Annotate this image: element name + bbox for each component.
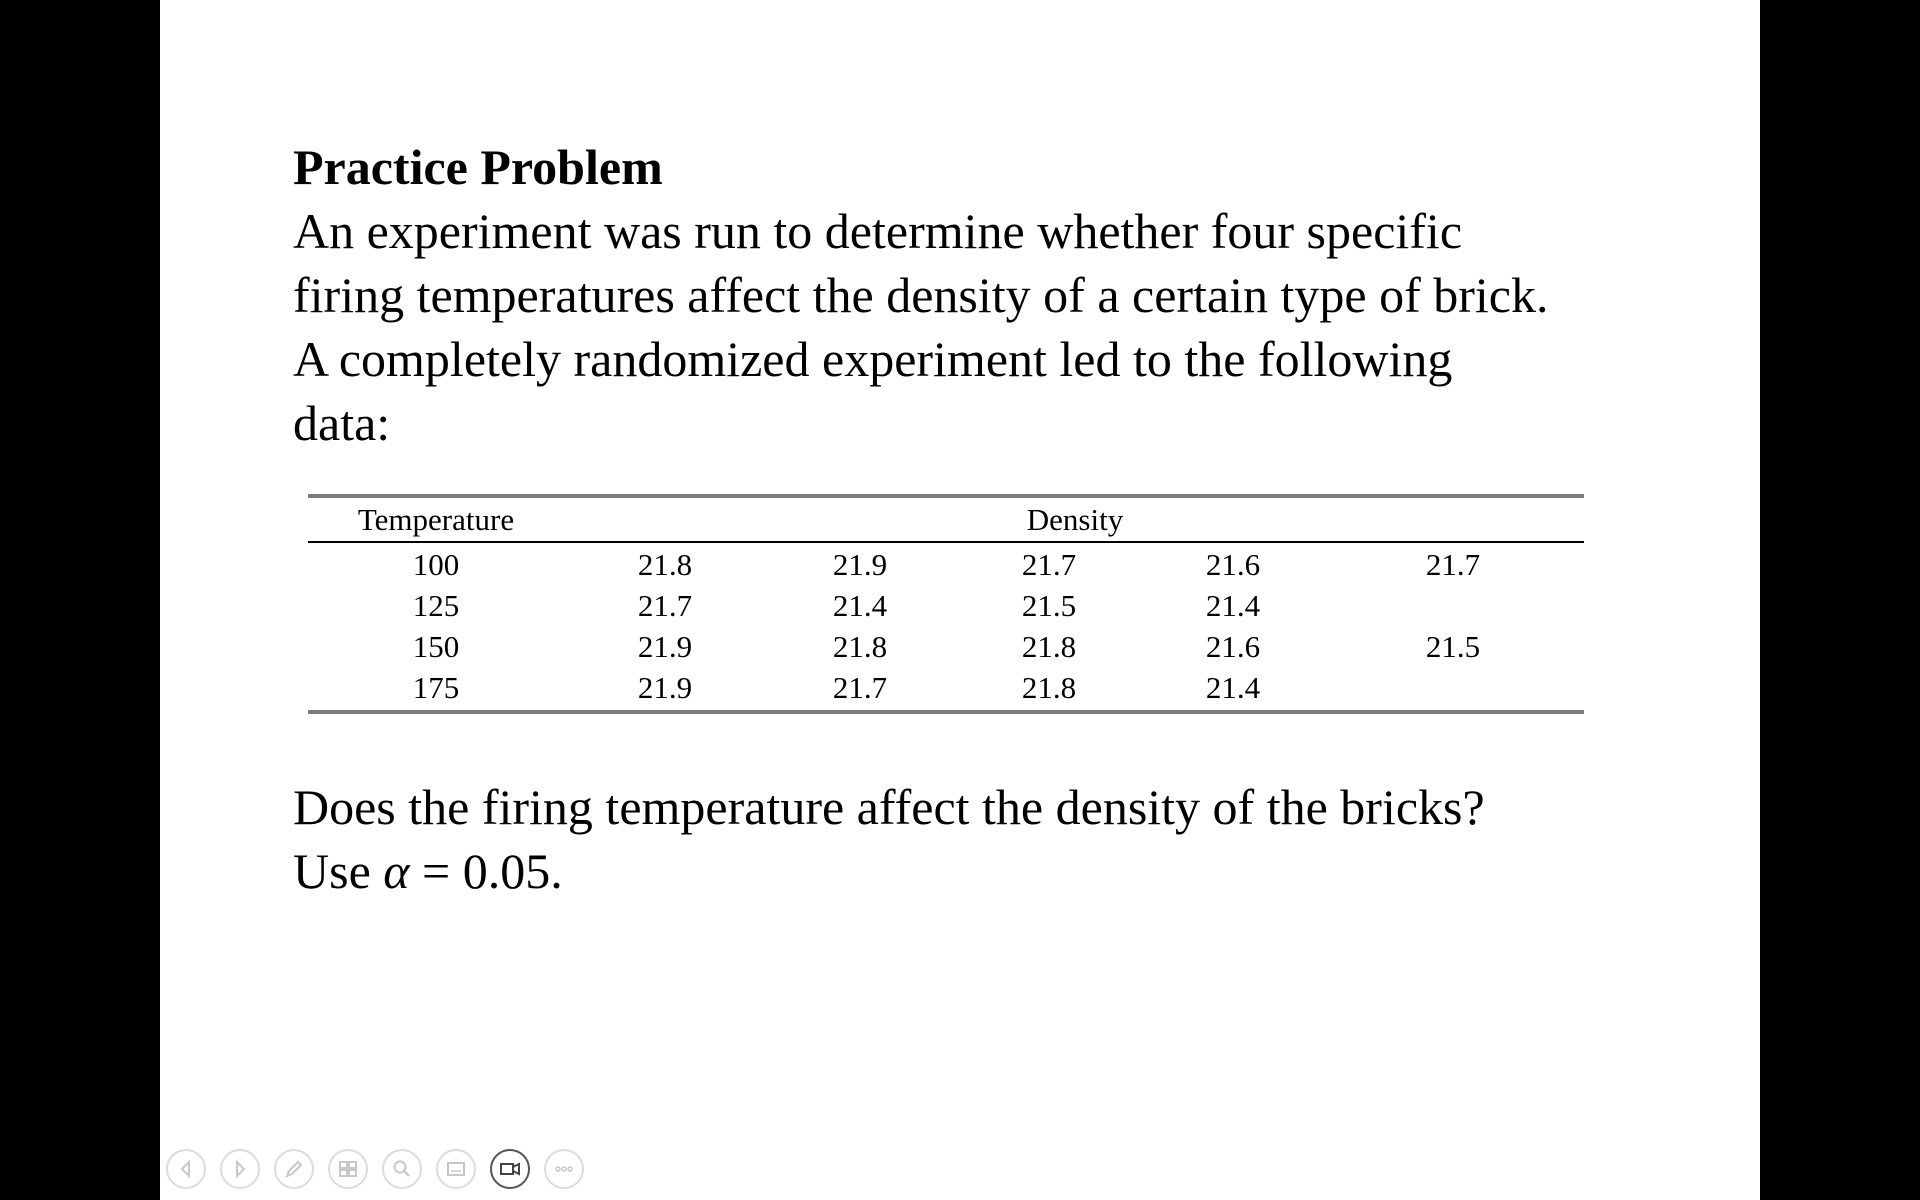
table-cell: 21.4	[1205, 588, 1261, 623]
subtitles-button[interactable]	[436, 1149, 476, 1189]
table-cell: 21.5	[1021, 588, 1077, 623]
pen-icon	[282, 1157, 306, 1181]
table-cell: 21.4	[832, 588, 888, 623]
more-options-icon	[552, 1157, 576, 1181]
problem-line: An experiment was run to determine whether four specific	[293, 203, 1463, 259]
slide-title: Practice Problem	[293, 139, 663, 195]
header-density: Density	[1026, 502, 1124, 537]
problem-line: firing temperatures affect the density of a certain type of brick.	[293, 267, 1549, 323]
density-table	[308, 494, 1584, 714]
zoom-button[interactable]	[382, 1149, 422, 1189]
table-cell: 21.7	[1021, 547, 1077, 582]
table-cell: 21.4	[1205, 670, 1261, 705]
question-use: Use	[293, 843, 384, 899]
table-bottom-rule	[308, 710, 1584, 714]
camera-button[interactable]	[490, 1149, 530, 1189]
slideshow-controls	[166, 1149, 584, 1189]
question-alpha-line	[293, 839, 1485, 903]
table-cell: 21.7	[832, 670, 888, 705]
table-cell: 21.5	[1425, 629, 1481, 664]
table-cell: 21.9	[637, 629, 693, 664]
question-line: Does the firing temperature affect the density of the bricks?	[293, 779, 1485, 835]
table-top-rule	[308, 494, 1584, 498]
problem-statement	[293, 199, 1753, 455]
table-cell: 21.9	[832, 547, 888, 582]
see-all-slides-button[interactable]	[328, 1149, 368, 1189]
table-cell: 21.7	[637, 588, 693, 623]
alpha-value: = 0.05.	[409, 843, 563, 899]
more-options-button[interactable]	[544, 1149, 584, 1189]
previous-slide-button[interactable]	[166, 1149, 206, 1189]
table-cell: 21.6	[1205, 547, 1261, 582]
table-cell-temp: 175	[412, 670, 460, 705]
table-cell: 21.6	[1205, 629, 1261, 664]
previous-icon	[174, 1157, 198, 1181]
table-cell: 21.8	[637, 547, 693, 582]
table-cell-temp: 150	[412, 629, 460, 664]
table-cell: 21.8	[832, 629, 888, 664]
table-cell: 21.9	[637, 670, 693, 705]
header-temperature: Temperature	[357, 502, 515, 537]
next-slide-button[interactable]	[220, 1149, 260, 1189]
next-icon	[228, 1157, 252, 1181]
subtitles-icon	[444, 1157, 468, 1181]
alpha-symbol: α	[383, 843, 410, 899]
pen-button[interactable]	[274, 1149, 314, 1189]
table-header-rule	[308, 541, 1584, 543]
problem-line: A completely randomized experiment led to the following	[293, 331, 1453, 387]
slide	[160, 0, 1760, 1200]
table-cell-temp: 125	[412, 588, 460, 623]
zoom-icon	[390, 1157, 414, 1181]
slides-grid-icon	[336, 1157, 360, 1181]
table-cell: 21.7	[1425, 547, 1481, 582]
camera-icon	[498, 1157, 522, 1181]
table-cell-temp: 100	[412, 547, 460, 582]
table-cell: 21.8	[1021, 670, 1077, 705]
question	[293, 775, 1485, 903]
problem-line: data:	[293, 395, 391, 451]
table-cell: 21.8	[1021, 629, 1077, 664]
